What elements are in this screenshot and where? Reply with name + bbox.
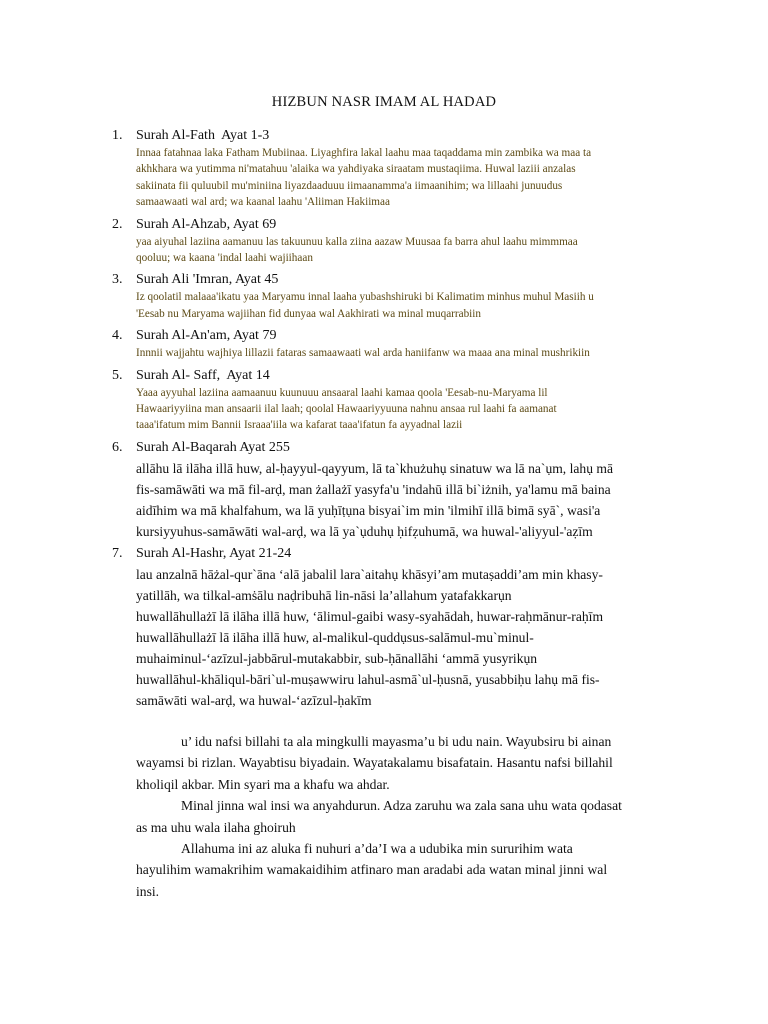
text-line: Innnii wajjahtu wajhiya lillazii fataras samaawaati wal arda haniifanw wa maaa ana minal mushrikiin	[136, 347, 590, 360]
surah-heading: Surah Ali 'Imran, Ayat 45	[136, 272, 279, 288]
transliteration-text	[136, 289, 656, 322]
text-line: lau anzalnā hāżal-qur`āna ‘alā jabalil lara`aitahụ khāsyi’am mutaṣaddi’am min khasy-	[136, 566, 603, 582]
text-line: u’ idu nafsi billahi ta ala mingkulli mayasma’u bi udu nain. Wayubsiru bi ainan	[181, 734, 612, 749]
transliteration-text	[136, 145, 656, 211]
surah-item	[0, 214, 656, 267]
surah-heading: Surah Al-Fath Ayat 1-3	[136, 128, 270, 143]
text-line: sakiinata fii quluubil mu'miniina liyazdaaduuu iimaanamma'a iimaanihim; wa lillaahi junuudus	[136, 179, 563, 192]
surah-item	[0, 125, 656, 211]
text-line: aidīhim wa mā khalfahum, wa lā yuḥīṭụna bisyai`im min 'ilmihī illā bimā syā`, wasi'a	[136, 502, 601, 518]
surah-heading: Surah Al-Hashr, Ayat 21-24	[136, 545, 292, 561]
paragraph	[136, 795, 656, 838]
text-line: akhkhara wa yutimma ni'matahuu 'alaika wa yahdiyaka siraatam mustaqiima. Huwal laziii anzalas	[136, 163, 576, 176]
closing-text	[136, 731, 656, 902]
text-line: yatillāh, wa tilkal-amṡālu naḍribuhā lin-nāsi la’allahum yatafakkarụn	[136, 587, 512, 603]
paragraph	[136, 838, 656, 902]
text-line: Allahuma ini az aluka fi nuhuri a’da’I wa a udubika min sururihim wata	[181, 841, 573, 857]
text-line: qooluu; wa kaana 'indal laahi wajiihaan	[136, 252, 313, 265]
transliteration-text	[136, 385, 656, 434]
paragraph	[136, 731, 656, 795]
text-line: wayamsi bi rizlan. Wayabtisu biyadain. Wayatakalamu bisafatain. Hasantu nafsi billahil	[136, 755, 613, 771]
text-line: kholiqil akbar. Min syari ma a khafu wa ahdar.	[136, 776, 390, 792]
text-line: muhaiminul-‘azīzul-jabbārul-mutakabbir, sub-ḥānallāhi ‘ammā yusyrikụn	[136, 650, 538, 666]
text-line: Minal jinna wal insi wa anyahdurun. Adza zaruhu wa zala sana uhu wata qodasat	[181, 798, 622, 814]
transliteration-text	[136, 458, 656, 542]
text-line: hayulihim wamakrihim wamakaidihim atfinaro man aradabi ada watan minal jinni wal	[136, 862, 608, 878]
text-line: samāwāti wal-arḍ, wa huwal-‘azīzul-ḥakīm	[136, 692, 372, 708]
transliteration-text	[136, 564, 656, 711]
list-number: 7.	[112, 545, 123, 561]
text-line: Iz qoolatil malaaa'ikatu yaa Maryamu innal laaha yubashshiruki bi Kalimatim minhus muhul Masiih u	[136, 291, 594, 304]
surah-list	[0, 125, 768, 712]
list-number: 1.	[112, 128, 123, 143]
text-line: samaawaati wal ard; wa kaanal laahu 'Aliiman Hakiimaa	[136, 196, 390, 209]
surah-item	[0, 325, 656, 361]
surah-item	[0, 543, 656, 711]
text-line: Yaaa ayyuhal laziina aamaanuu kuunuuu ansaaral laahi kamaa qoola 'Eesab-nu-Maryama lil	[136, 386, 548, 399]
transliteration-text	[136, 345, 656, 361]
text-line: fis-samāwāti wa mā fil-arḍ, man żallażī yasyfa'u 'indahū illā bi`iżnih, ya'lamu mā baina	[136, 481, 611, 497]
list-number: 2.	[112, 216, 123, 232]
surah-heading: Surah Al- Saff, Ayat 14	[136, 367, 270, 383]
list-number: 4.	[112, 328, 123, 344]
list-number: 3.	[112, 272, 123, 288]
surah-item	[0, 365, 656, 434]
text-line: Hawaariyyiina man ansaarii ilal laah; qoolal Hawaariyyuuna nahnu ansaa rul laahi fa aamanat	[136, 403, 557, 416]
text-line: huwallāhul-khāliqul-bāri`ul-muṣawwiru lahul-asmā`ul-ḥusnā, yusabbiḥu lahụ mā fis-	[136, 671, 600, 687]
text-line: 'Eesab nu Maryama wajiihan fid dunyaa wal Aakhirati wa minal muqarrabiin	[136, 307, 481, 320]
list-number: 6.	[112, 439, 123, 455]
surah-item	[0, 437, 656, 542]
text-line: taaa'ifatum mim Bannii Israaa'iila wa kafarat taaa'ifatun fa ayyadnal lazii	[136, 419, 463, 432]
text-line: huwallāhullażī lā ilāha illā huw, al-malikul-quddụsus-salāmul-mu`minul-	[136, 629, 534, 645]
transliteration-text	[136, 234, 656, 267]
surah-heading: Surah Al-An'am, Ayat 79	[136, 328, 277, 344]
surah-heading: Surah Al-Ahzab, Ayat 69	[136, 216, 277, 232]
text-line: Innaa fatahnaa laka Fatham Mubiinaa. Liyaghfira lakal laahu maa taqaddama min zambika wa maa ta	[136, 147, 592, 159]
list-number: 5.	[112, 367, 123, 383]
text-line: yaa aiyuhal laziina aamanuu las takuunuu kalla ziina aazaw Muusaa fa barra ahul laahu mimmmaa	[136, 235, 578, 248]
surah-heading: Surah Al-Baqarah Ayat 255	[136, 439, 290, 455]
text-line: insi.	[136, 883, 160, 899]
text-line: as ma uhu wala ilaha ghoiruh	[136, 819, 296, 835]
text-line: kursiyyuhus-samāwāti wal-arḍ, wa lā ya`ụduhụ ḥifẓuhumā, wa huwal-'aliyyul-'aẓīm	[136, 523, 593, 539]
surah-item	[0, 269, 656, 322]
text-line: huwallāhullażī lā ilāha illā huw, ‘ālimul-gaibi wasy-syahādah, huwar-raḥmānur-raḥīm	[136, 608, 604, 624]
page-title: HIZBUN NASR IMAM AL HADAD	[271, 94, 497, 110]
text-line: allāhu lā ilāha illā huw, al-ḥayyul-qayyum, lā ta`khużuhụ sinatuw wa lā na`ụm, lahụ mā	[136, 460, 614, 476]
